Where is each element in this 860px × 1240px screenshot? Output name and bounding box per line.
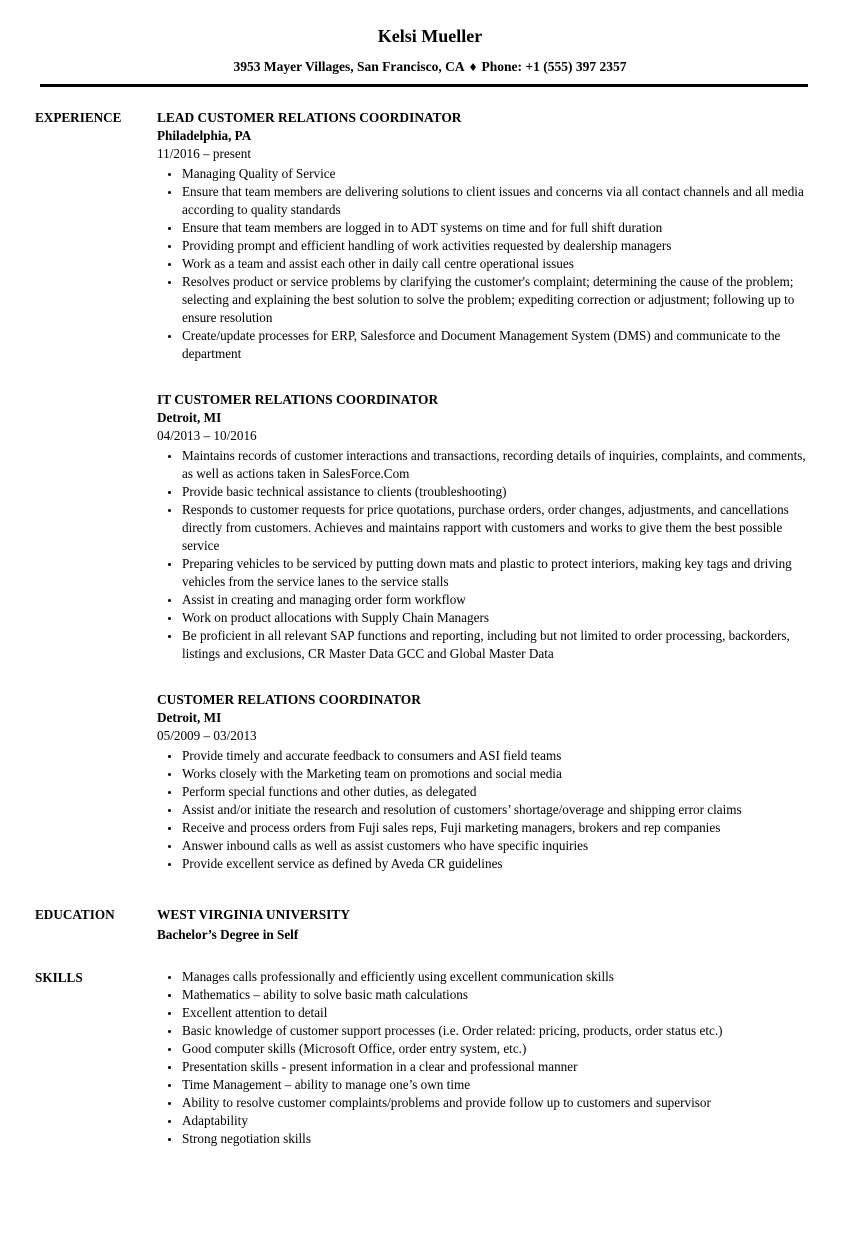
resume-header (0, 0, 860, 75)
job-bullet: • Answer inbound calls as well as assist customers who have specific inquiries (181, 837, 810, 855)
job-title: IT CUSTOMER RELATIONS COORDINATOR (157, 392, 439, 407)
skills-section (35, 968, 810, 1148)
skill-item: • Excellent attention to detail (181, 1004, 810, 1022)
job-bullet: • Provide timely and accurate feedback to consumers and ASI field teams (181, 747, 810, 765)
job-bullet: • Receive and process orders from Fuji sales reps, Fuji marketing managers, brokers and rep companies (181, 819, 810, 837)
contact-phone: Phone: +1 (555) 397 2357 (481, 59, 627, 74)
degree-name: Bachelor’s Degree in Self (157, 927, 299, 942)
experience-section (35, 108, 810, 873)
job-bullet: • Ensure that team members are delivering solutions to client issues and concerns via all contact channels and all media according to quality standards (181, 183, 810, 219)
job-bullet: • Resolves product or service problems by clarifying the customer's complaint; determining the cause of the problem; selecting and explaining the best solution to solve the problem; expediting correction or adjustment; following up to ensure resolution (181, 273, 810, 327)
education-section (35, 905, 810, 944)
job-bullet: • Provide basic technical assistance to clients (troubleshooting) (181, 483, 810, 501)
job-bullet: • Create/update processes for ERP, Salesforce and Document Management System (DMS) and communicate to the department (181, 327, 810, 363)
skill-item: • Presentation skills - present information in a clear and professional manner (181, 1058, 810, 1076)
job-bullet: • Managing Quality of Service (181, 165, 810, 183)
skill-item: • Mathematics – ability to solve basic math calculations (181, 986, 810, 1004)
job-location: Detroit, MI (157, 410, 222, 425)
job-bullet: • Perform special functions and other duties, as delegated (181, 783, 810, 801)
job-bullet: • Work on product allocations with Supply Chain Managers (181, 609, 810, 627)
job-bullet: • Assist and/or initiate the research and resolution of customers’ shortage/overage and shipping error claims (181, 801, 810, 819)
skills-list (157, 968, 810, 1148)
job-location: Philadelphia, PA (157, 128, 252, 143)
education-content (157, 905, 810, 944)
job-dates: 11/2016 – present (157, 146, 252, 161)
skill-item: • Manages calls professionally and efficiently using excellent communication skills (181, 968, 810, 986)
job-location: Detroit, MI (157, 710, 222, 725)
job-bullet: • Providing prompt and efficient handling of work activities requested by dealership managers (181, 237, 810, 255)
skill-item: • Adaptability (181, 1112, 810, 1130)
job-title: LEAD CUSTOMER RELATIONS COORDINATOR (157, 110, 462, 125)
skill-item: • Ability to resolve customer complaints/problems and provide follow up to customers and supervisor (181, 1094, 810, 1112)
job-entry-it-customer-relations (157, 390, 810, 663)
job-bullet: • Maintains records of customer interactions and transactions, recording details of inquiries, complaints, and comments, as well as actions taken in SalesForce.Com (181, 447, 810, 483)
job-bullet: • Assist in creating and managing order form workflow (181, 591, 810, 609)
job-bullet: • Works closely with the Marketing team on promotions and social media (181, 765, 810, 783)
diamond-separator-icon: ♦ (469, 59, 477, 74)
job-bullet: • Preparing vehicles to be serviced by putting down mats and plastic to protect interiors, making key tags and driving vehicles from the service lanes to the service stalls (181, 555, 810, 591)
skill-item: • Basic knowledge of customer support processes (i.e. Order related: pricing, products, order status etc.) (181, 1022, 810, 1040)
skill-item: • Time Management – ability to manage one’s own time (181, 1076, 810, 1094)
school-name: WEST VIRGINIA UNIVERSITY (157, 907, 350, 922)
skill-item: • Good computer skills (Microsoft Office, order entry system, etc.) (181, 1040, 810, 1058)
job-bullet-list (157, 447, 810, 663)
job-bullet: • Responds to customer requests for price quotations, purchase orders, order changes, adjustments, and cancellations directly from customers. Achieves and maintains rapport with customers and works to give them the best possible service (181, 501, 810, 555)
resume-body (0, 87, 860, 1148)
job-dates: 05/2009 – 03/2013 (157, 728, 257, 743)
job-bullet-list (157, 165, 810, 363)
candidate-name: Kelsi Mueller (377, 26, 483, 46)
skills-content (157, 968, 810, 1148)
job-title: CUSTOMER RELATIONS COORDINATOR (157, 692, 421, 707)
job-dates: 04/2013 – 10/2016 (157, 428, 257, 443)
contact-address: 3953 Mayer Villages, San Francisco, CA (233, 59, 465, 74)
section-label-experience: EXPERIENCE (35, 110, 122, 125)
job-bullet: • Be proficient in all relevant SAP functions and reporting, including but not limited to order processing, backorders, listings and exclusions, CR Master Data GCC and Global Master Data (181, 627, 810, 663)
section-label-education: EDUCATION (35, 907, 115, 922)
section-label-skills: SKILLS (35, 970, 83, 985)
job-bullet: • Provide excellent service as defined by Aveda CR guidelines (181, 855, 810, 873)
job-bullet-list (157, 747, 810, 873)
job-entry-customer-relations (157, 690, 810, 873)
job-bullet: • Ensure that team members are logged in to ADT systems on time and for full shift duration (181, 219, 810, 237)
skill-item: • Strong negotiation skills (181, 1130, 810, 1148)
experience-content (157, 108, 810, 873)
contact-line (0, 58, 860, 75)
job-bullet: • Work as a team and assist each other in daily call centre operational issues (181, 255, 810, 273)
job-entry-lead-customer-relations (157, 108, 810, 363)
